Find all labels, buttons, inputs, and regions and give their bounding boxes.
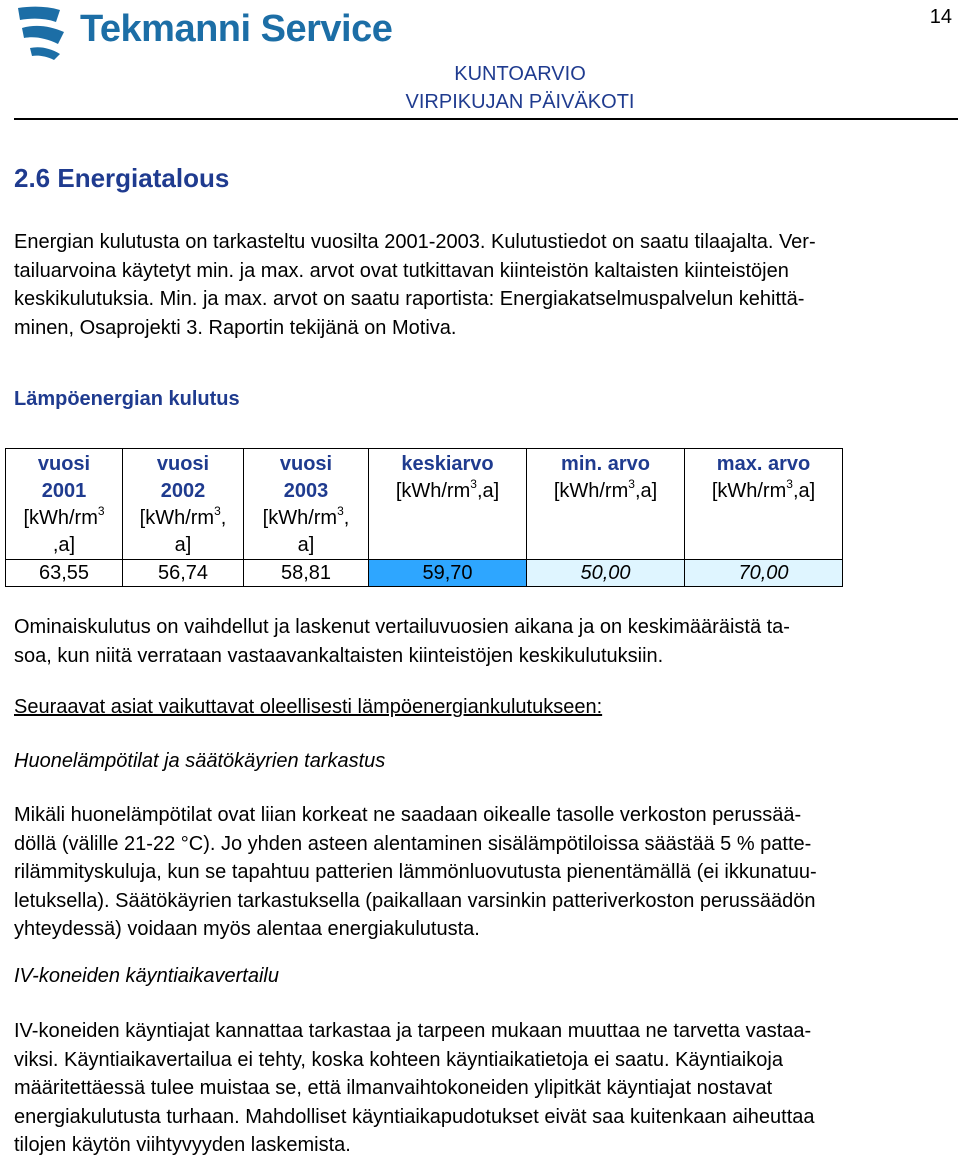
value-cell-max: 70,00 — [685, 560, 843, 587]
document-title: KUNTOARVIO — [454, 63, 586, 85]
company-logo-icon — [14, 4, 74, 62]
value-cell-2003: 58,81 — [244, 560, 369, 587]
header-cell-2002: vuosi 2002 [$kWh/rm^3$, a] — [123, 449, 244, 560]
document-subtitle: VIRPIKUJAN PÄIVÄKOTI — [405, 91, 635, 113]
text-line: Mikäli huonelämpötilat ovat liian korkeat ne saadaan oikealle tasolle verkoston perussää- — [14, 804, 802, 826]
text-line: rilämmityskuluja, kun se tapahtuu patterien lämmönluovutusta pienentämällä (ei ikkunatuu- — [14, 861, 817, 883]
heat-energy-heading: Lämpöenergian kulutus — [14, 388, 240, 410]
company-logo-text: Tekmanni Service — [80, 8, 393, 50]
text-line: yhteydessä) voidaan myös alentaa energiakulutusta. — [14, 918, 480, 940]
table-row — [6, 560, 843, 587]
header-cell-2003: vuosi 2003 [$kWh/rm^3$, a] — [244, 449, 369, 560]
header-cell-min: min. arvo $[kWh/rm^3,a]$ — [527, 449, 685, 560]
text-line: viksi. Käyntiaikavertailua ei tehty, koska kohteen käyntiaikatietoja ei saatu. Käyntiaikoja — [14, 1048, 783, 1071]
subheading-iv-runtime: IV-koneiden käyntiaikavertailu — [14, 965, 279, 987]
iv-runtime-paragraph — [14, 1017, 952, 1160]
intro-paragraph — [14, 228, 952, 342]
text-line: energiakulutusta turhaan. Mahdolliset käyntiaikapudotukset eivät saa kuitenkaan aiheuttaa — [14, 1105, 815, 1128]
value-cell-min: 50,00 — [527, 560, 685, 587]
factors-heading: Seuraavat asiat vaikuttavat oleellisesti lämpöenergiankulutukseen: — [14, 696, 603, 718]
text-line: tilojen käytön viihtyvyyden laskemista. — [14, 1134, 351, 1156]
text-line: tailuarvoina käytetyt min. ja max. arvot ovat tutkittavan kiinteistön kaltaisten kiinteistöjen — [14, 259, 789, 282]
text-line: soa, kun niitä verrataan vastaavankaltaisten kiinteistöjen keskikulutuksiin. — [14, 644, 664, 667]
room-temperature-paragraph — [14, 801, 952, 944]
subheading-room-temperatures: Huonelämpötilat ja säätökäyrien tarkastus — [14, 750, 386, 772]
text-line: letuksella). Säätökäyrien tarkastuksella (paikallaan varsinkin patteriverkoston perussäädön — [14, 889, 816, 912]
text-line: Energian kulutusta on tarkasteltu vuosilta 2001-2003. Kulutustiedot on saatu tilaajalta. Ver- — [14, 231, 816, 253]
header-cell-2001: vuosi 2001 [$kWh/rm^3$ ,a] — [6, 449, 123, 560]
text-line: määritettäessä tulee muistaa se, että ilmanvaihtokoneiden ylipitkät käyntiajat nostavat — [14, 1077, 773, 1099]
section-heading: 2.6 Energiatalous — [14, 163, 230, 193]
heat-consumption-table — [5, 448, 843, 587]
value-cell-2001: 63,55 — [6, 560, 123, 587]
value-cell-average: 59,70 — [369, 560, 527, 587]
table-header-row — [6, 449, 843, 560]
text-line: keskikulutuksia. Min. ja max. arvot on saatu raportista: Energiakatselmuspalvelun kehittä- — [14, 288, 805, 310]
page-number: 14 — [929, 6, 952, 28]
text-line: döllä (välille 21-22 °C). Jo yhden asteen alentaminen sisälämpötiloissa säästää 5 % patte- — [14, 832, 812, 855]
text-line: IV-koneiden käyntiajat kannattaa tarkastaa ja tarpeen mukaan muuttaa ne tarvetta vastaa- — [14, 1020, 812, 1042]
document-header — [240, 60, 800, 116]
text-line: Ominaiskulutus on vaihdellut ja laskenut vertailuvuosien aikana ja on keskimääräistä ta- — [14, 616, 790, 638]
header-cell-average: keskiarvo $[kWh/rm^3,a]$ — [369, 449, 527, 560]
value-cell-2002: 56,74 — [123, 560, 244, 587]
text-line: minen, Osaprojekti 3. Raportin tekijänä on Motiva. — [14, 316, 457, 339]
consumption-paragraph — [14, 613, 952, 670]
header-divider — [14, 118, 958, 120]
header-cell-max: max. arvo $[kWh/rm^3,a]$ — [685, 449, 843, 560]
